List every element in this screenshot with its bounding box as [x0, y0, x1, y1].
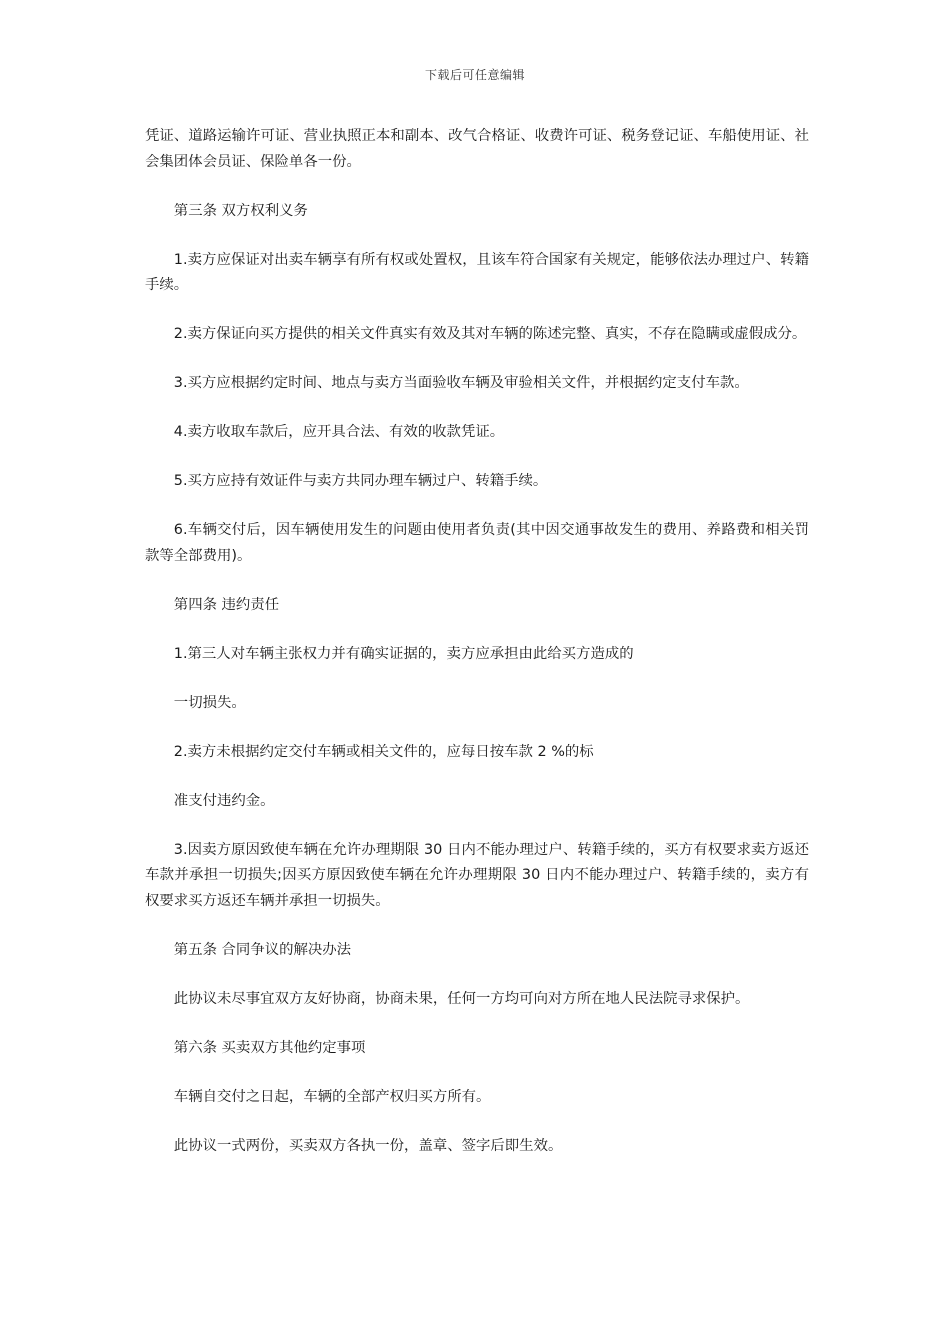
paragraph-article-3-item-3: 3.买方应根据约定时间、地点与卖方当面验收车辆及审验相关文件，并根据约定支付车款。 [173, 375, 749, 391]
paragraph-article-4-item-1-cont: 一切损失。 [173, 694, 246, 711]
section-heading-article-4: 第四条 违约责任 [173, 596, 280, 613]
section-heading-article-3: 第三条 双方权利义务 [173, 202, 308, 219]
document-body [145, 124, 809, 1183]
paragraph-article-6-item-1: 车辆自交付之日起，车辆的全部产权归买方所有。 [173, 1088, 491, 1105]
paragraph-article-4-item-2-cont: 准支付违约金。 [173, 792, 275, 809]
paragraph-article-4-item-3: 3.因卖方原因致使车辆在允许办理期限 30 日内不能办理过户、转籍手续的，买方有权要求卖方返还车款并承担一切损失;因买方原因致使车辆在允许办理期限 30 日内不能办理过户、转籍手续的，卖方有权要求买方返还车辆并承担一切损失。 [145, 841, 809, 909]
paragraph-article-3-item-5: 5.买方应持有效证件与卖方共同办理车辆过户、转籍手续。 [173, 473, 548, 489]
paragraph-article-3-item-4: 4.卖方收取车款后，应开具合法、有效的收款凭证。 [173, 424, 505, 440]
page-header: 下载后可任意编辑 [424, 68, 525, 82]
paragraph-article-3-item-1: 1.卖方应保证对出卖车辆享有所有权或处置权，且该车符合国家有关规定，能够依法办理过户、转籍手续。 [145, 251, 809, 293]
paragraph-article-4-item-1: 1.第三人对车辆主张权力并有确实证据的，卖方应承担由此给买方造成的 [173, 645, 634, 662]
paragraph-article-5: 此协议未尽事宜双方友好协商，协商未果，任何一方均可向对方所在地人民法院寻求保护。 [173, 990, 750, 1007]
paragraph-article-6-item-2: 此协议一式两份，买卖双方各执一份，盖章、签字后即生效。 [173, 1137, 563, 1154]
paragraph-article-4-item-2: 2.卖方未根据约定交付车辆或相关文件的，应每日按车款 2 %的标 [173, 743, 594, 760]
section-heading-article-5: 第五条 合同争议的解决办法 [173, 941, 352, 958]
paragraph-licenses: 凭证、道路运输许可证、营业执照正本和副本、改气合格证、收费许可证、税务登记证、车船使用证、社会集团体会员证、保险单各一份。 [145, 128, 809, 170]
paragraph-article-3-item-6: 6.车辆交付后，因车辆使用发生的问题由使用者负责(其中因交通事故发生的费用、养路费和相关罚款等全部费用)。 [145, 522, 809, 564]
section-heading-article-6: 第六条 买卖双方其他约定事项 [173, 1039, 366, 1056]
paragraph-article-3-item-2: 2.卖方保证向买方提供的相关文件真实有效及其对车辆的陈述完整、真实，不存在隐瞒或虚假成分。 [173, 326, 807, 342]
